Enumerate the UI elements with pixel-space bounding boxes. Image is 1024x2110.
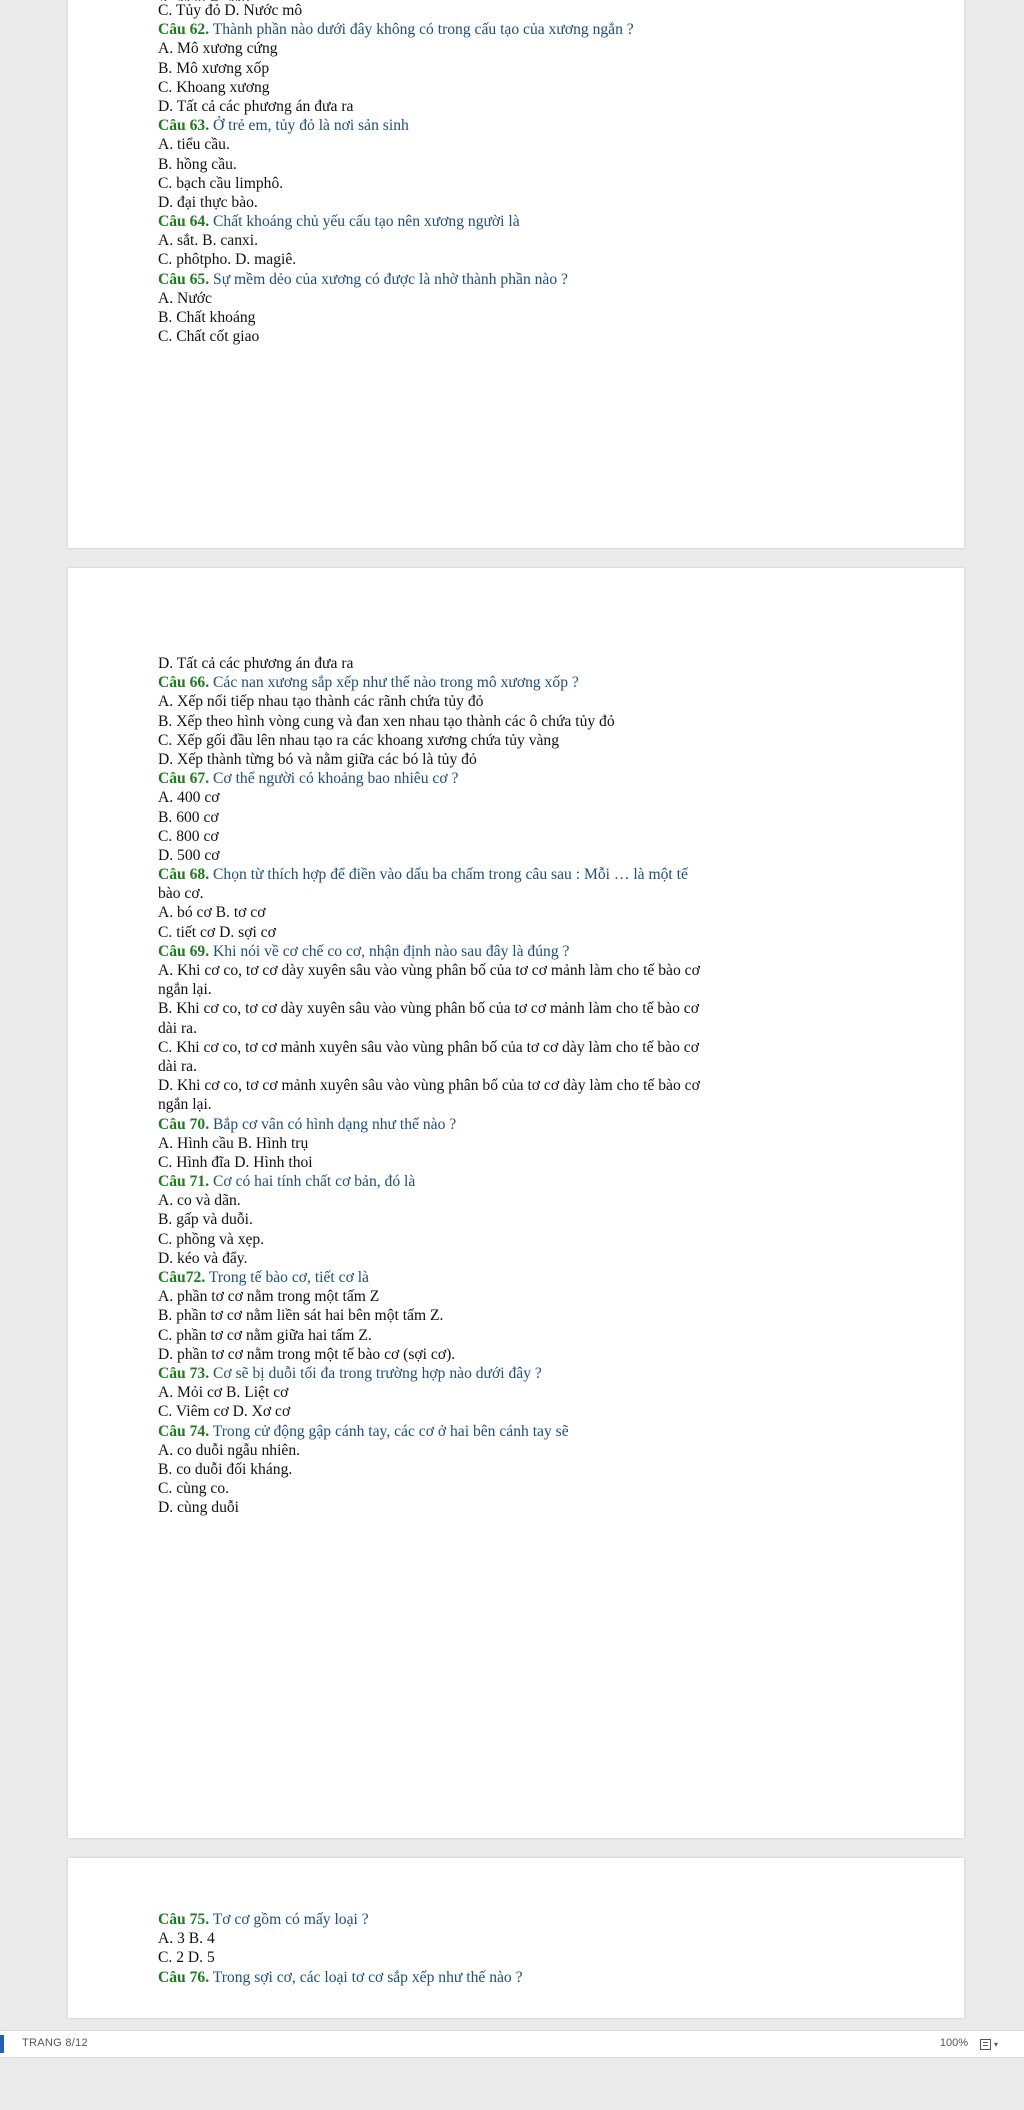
answer-line: C. 2 D. 5 xyxy=(158,1949,215,1967)
question-number: Câu72. xyxy=(158,1269,206,1286)
chevron-down-icon: ▾ xyxy=(994,2039,999,2049)
question-text: Cơ thể người có khoảng bao nhiêu cơ ? xyxy=(209,770,459,788)
answer-line: A. Mô xương cứng xyxy=(158,40,278,58)
question-line xyxy=(158,942,904,961)
question-number: Câu 64. xyxy=(158,213,210,231)
answer-line: B. 600 cơ xyxy=(158,808,219,826)
answer-line: C. cùng co. xyxy=(158,1480,230,1498)
answer-line: A. sắt. B. canxi. xyxy=(158,232,259,250)
answer-line: A. Hình cầu B. Hình trụ xyxy=(158,1134,309,1152)
question-line xyxy=(158,1172,904,1191)
page-content xyxy=(158,2,904,346)
answer-line: ngắn lại. xyxy=(158,1096,212,1114)
question-text: Trong sợi cơ, các loại tơ cơ sắp xếp như thế nào ? xyxy=(209,1968,523,1986)
question-line xyxy=(158,1422,904,1441)
question-text: Sự mềm dẻo của xương có được là nhờ thành phần nào ? xyxy=(209,270,568,288)
page-content xyxy=(158,654,904,1517)
question-line xyxy=(158,270,904,289)
answer-line: A. 400 cơ xyxy=(158,789,220,807)
question-number: Câu 74. xyxy=(158,1422,210,1440)
question-number: Câu 68. xyxy=(158,866,210,884)
answer-line: A. Nước xyxy=(158,289,212,307)
answer-line: A. 3 B. 4 xyxy=(158,1930,215,1948)
answer-line: C. bạch cầu limphô. xyxy=(158,174,284,192)
document-view-icon xyxy=(980,2039,991,2050)
answer-line: B. gấp và duỗi. xyxy=(158,1211,253,1229)
answer-line: D. cùng duỗi xyxy=(158,1499,239,1517)
answer-line: A. bó cơ B. tơ cơ xyxy=(158,904,266,922)
document-page-9 xyxy=(68,568,964,1838)
question-number: Câu 73. xyxy=(158,1364,210,1382)
view-menu-button[interactable] xyxy=(980,2035,1010,2053)
question-text: Tơ cơ gồm có mấy loại ? xyxy=(209,1911,369,1928)
answer-line: A. co duỗi ngẫu nhiên. xyxy=(158,1441,301,1459)
answer-line: D. 500 cơ xyxy=(158,846,220,864)
answer-line: D. Tất cả các phương án đưa ra xyxy=(158,97,354,115)
question-number: Câu 66. xyxy=(158,674,210,692)
answer-line: ngắn lại. xyxy=(158,981,212,999)
question-line xyxy=(158,769,904,788)
answer-line: C. Khoang xương xyxy=(158,78,270,96)
question-text: Cơ sẽ bị duỗi tối đa trong trường hợp nào dưới đây ? xyxy=(209,1364,542,1382)
answer-line: A. Xếp nối tiếp nhau tạo thành các rãnh chứa tủy đỏ xyxy=(158,693,484,711)
answer-line: B. Mô xương xốp xyxy=(158,59,270,77)
answer-line: dài ra. xyxy=(158,1019,197,1037)
answer-line: C. Viêm cơ D. Xơ cơ xyxy=(158,1403,291,1421)
question-line xyxy=(158,116,904,135)
question-text: Trong tế bào cơ, tiết cơ là xyxy=(205,1269,369,1286)
question-line xyxy=(158,1910,904,1929)
answer-line: B. Khi cơ co, tơ cơ dày xuyên sâu vào vùng phân bố của tơ cơ mảnh làm cho tế bào cơ xyxy=(158,1000,699,1018)
answer-line: C. phần tơ cơ nằm giữa hai tấm Z. xyxy=(158,1326,372,1344)
answer-line: D. đại thực bào. xyxy=(158,193,258,211)
question-text: Bắp cơ vân có hình dạng như thế nào ? xyxy=(209,1115,457,1133)
question-line xyxy=(158,1364,904,1383)
question-text: Ở trẻ em, tủy đỏ là nơi sản sinh xyxy=(209,117,409,135)
page-indicator[interactable]: TRANG 8/12 xyxy=(22,2037,88,2049)
question-text: Các nan xương sắp xếp như thế nào trong mô xương xốp ? xyxy=(209,674,579,692)
answer-line: C. phồng và xẹp. xyxy=(158,1230,265,1248)
status-bar xyxy=(0,2030,1024,2058)
question-line xyxy=(158,20,904,39)
answer-line: C. Hình đĩa D. Hình thoi xyxy=(158,1153,313,1171)
question-number: Câu 67. xyxy=(158,770,210,788)
question-number: Câu 65. xyxy=(158,270,210,288)
answer-line: D. Tất cả các phương án đưa ra xyxy=(158,655,354,672)
question-text: Chọn từ thích hợp để điền vào dấu ba chấm trong câu sau : Mỗi … là một tế xyxy=(209,866,688,884)
question-number: Câu 63. xyxy=(158,117,210,135)
status-accent xyxy=(0,2035,4,2053)
question-line xyxy=(158,865,904,884)
question-text: Chất khoáng chủ yếu cấu tạo nên xương người là xyxy=(209,213,520,231)
answer-line: D. Khi cơ co, tơ cơ mảnh xuyên sâu vào vùng phân bố của tơ cơ dày làm cho tế bào cơ xyxy=(158,1077,700,1095)
question-text: Cơ có hai tính chất cơ bản, đó là xyxy=(209,1173,416,1191)
question-number: Câu 62. xyxy=(158,21,210,39)
question-text: Trong cử động gập cánh tay, các cơ ở hai bên cánh tay sẽ xyxy=(209,1422,569,1440)
zoom-level[interactable]: 100% xyxy=(939,2037,968,2049)
question-number: Câu 71. xyxy=(158,1173,210,1191)
answer-line: C. Chất cốt giao xyxy=(158,328,260,346)
answer-line: D. kéo và đẩy. xyxy=(158,1249,248,1267)
question-line xyxy=(158,1968,904,1987)
answer-line: C. tiết cơ D. sợi cơ xyxy=(158,923,276,941)
question-number: Câu 69. xyxy=(158,942,210,960)
answer-line: C. Khi cơ co, tơ cơ mảnh xuyên sâu vào vùng phân bố của tơ cơ dày làm cho tế bào cơ xyxy=(158,1038,699,1056)
answer-line: D. Xếp thành từng bó và nằm giữa các bó là tủy đỏ xyxy=(158,750,477,768)
question-line xyxy=(158,1268,904,1287)
question-number: Câu 76. xyxy=(158,1968,210,1986)
page-content xyxy=(158,1910,904,1987)
answer-line: C. Tủy đỏ D. Nước mô xyxy=(158,2,303,19)
answer-line: A. co và dãn. xyxy=(158,1192,241,1210)
answer-line: B. hồng cầu. xyxy=(158,155,237,173)
answer-line: dài ra. xyxy=(158,1057,197,1075)
answer-line: A. tiểu cầu. xyxy=(158,136,230,154)
answer-line: C. phôtpho. D. magiê. xyxy=(158,251,297,269)
question-number: Câu 70. xyxy=(158,1115,210,1133)
answer-line: A. phần tơ cơ nằm trong một tấm Z xyxy=(158,1288,380,1306)
answer-line: C. 800 cơ xyxy=(158,827,219,845)
question-line xyxy=(158,673,904,692)
answer-line: bào cơ. xyxy=(158,885,204,903)
document-page-10 xyxy=(68,1858,964,2018)
answer-line: D. phần tơ cơ nằm trong một tế bào cơ (sợi cơ). xyxy=(158,1345,456,1363)
answer-line: B. Xếp theo hình vòng cung và đan xen nhau tạo thành các ô chứa tủy đỏ xyxy=(158,712,615,730)
document-page-8 xyxy=(68,0,964,548)
answer-line: C. Xếp gối đầu lên nhau tạo ra các khoang xương chứa tủy vàng xyxy=(158,731,560,749)
answer-line: A. Khi cơ co, tơ cơ dày xuyên sâu vào vùng phân bố của tơ cơ mảnh làm cho tế bào cơ xyxy=(158,962,700,979)
answer-line: B. Chất khoáng xyxy=(158,309,256,326)
question-line xyxy=(158,212,904,231)
answer-line: B. co duỗi đối kháng. xyxy=(158,1460,293,1478)
question-text: Thành phần nào dưới đây không có trong cấu tạo của xương ngắn ? xyxy=(209,21,634,39)
question-text: Khi nói về cơ chế co cơ, nhận định nào sau đây là đúng ? xyxy=(209,942,570,960)
question-number: Câu 75. xyxy=(158,1911,210,1928)
answer-line: A. Mỏi cơ B. Liệt cơ xyxy=(158,1384,289,1402)
question-line xyxy=(158,1115,904,1134)
answer-line: B. phần tơ cơ nằm liền sát hai bên một tấm Z. xyxy=(158,1307,444,1325)
